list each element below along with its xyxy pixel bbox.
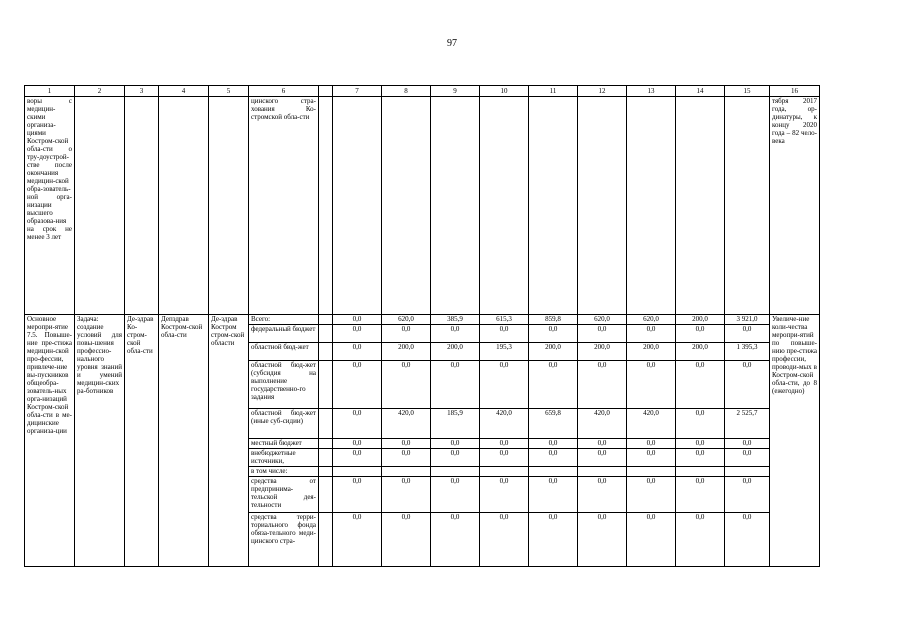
continuation-col2 xyxy=(75,97,125,315)
value-cell: 3 921,0 xyxy=(725,315,770,325)
blank-cell xyxy=(319,467,333,477)
value-cell: 0,0 xyxy=(627,361,676,409)
continuation-col1: воры с медицин-скими организа-циями Костром-ской обла-сти о тру-доустрой-стве после окончания медицин-ской обра-зователь-ной орга-низации высшего образова-ния на срок не менее 3 лет xyxy=(25,97,75,315)
event-col5: Де-здрав Костром стром-ской области xyxy=(209,315,249,567)
column-number-cell: 7 xyxy=(333,86,382,97)
value-cell: 200,0 xyxy=(676,343,725,361)
blank-cell xyxy=(319,325,333,343)
value-cell: 0,0 xyxy=(333,361,382,409)
value-cell: 0,0 xyxy=(627,325,676,343)
funding-source-label: Всего: xyxy=(249,315,319,325)
value-cell: 0,0 xyxy=(627,449,676,467)
event-col3: Де-здрав Ко-стром-ской обла-сти xyxy=(125,315,159,567)
value-cell xyxy=(529,467,578,477)
blank-cell xyxy=(319,477,333,513)
value-cell: 0,0 xyxy=(578,361,627,409)
continuation-col16: тября 2017 года, ор-динатуры, к концу 2020 года – 82 чело-века xyxy=(770,97,820,315)
blank-cell xyxy=(319,439,333,449)
value-cell: 2 525,7 xyxy=(725,409,770,439)
value-cell: 0,0 xyxy=(333,409,382,439)
value-cell: 620,0 xyxy=(578,315,627,325)
continuation-col4 xyxy=(159,97,209,315)
value-cell: 0,0 xyxy=(578,449,627,467)
continuation-cell xyxy=(382,97,431,315)
value-cell: 0,0 xyxy=(676,513,725,567)
blank-cell xyxy=(319,315,333,325)
value-cell: 200,0 xyxy=(627,343,676,361)
value-cell: 620,0 xyxy=(627,315,676,325)
continuation-cell xyxy=(431,97,480,315)
budget-table xyxy=(24,85,820,567)
value-cell: 0,0 xyxy=(333,513,382,567)
continuation-cell xyxy=(529,97,578,315)
value-cell: 420,0 xyxy=(578,409,627,439)
column-number-cell: 12 xyxy=(578,86,627,97)
value-cell: 0,0 xyxy=(480,439,529,449)
value-cell: 0,0 xyxy=(529,513,578,567)
event-col2: Задача: создание условий для повы-шения профессио-нального уровня знаний и умений медицин-ских ра-ботников xyxy=(75,315,125,567)
value-cell: 0,0 xyxy=(431,361,480,409)
value-cell: 0,0 xyxy=(382,513,431,567)
value-cell: 0,0 xyxy=(529,361,578,409)
column-number-cell: 16 xyxy=(770,86,820,97)
column-number-row xyxy=(25,86,820,97)
value-cell: 0,0 xyxy=(333,343,382,361)
value-cell: 0,0 xyxy=(333,477,382,513)
value-cell xyxy=(578,467,627,477)
funding-source-label: областной бюд-жет (субсидия на выполнение государственно-го задания xyxy=(249,361,319,409)
column-number-cell: 2 xyxy=(75,86,125,97)
value-cell xyxy=(676,467,725,477)
value-cell: 420,0 xyxy=(382,409,431,439)
funding-source-label: внебюджетные источники, xyxy=(249,449,319,467)
blank-cell xyxy=(319,361,333,409)
value-cell: 0,0 xyxy=(676,439,725,449)
column-number-cell: 5 xyxy=(209,86,249,97)
value-cell: 0,0 xyxy=(578,325,627,343)
value-cell: 0,0 xyxy=(627,477,676,513)
table-row xyxy=(25,315,820,325)
value-cell: 0,0 xyxy=(725,325,770,343)
value-cell: 0,0 xyxy=(676,409,725,439)
value-cell: 195,3 xyxy=(480,343,529,361)
funding-source-label: областной бюд-жет xyxy=(249,343,319,361)
value-cell: 0,0 xyxy=(480,513,529,567)
value-cell: 0,0 xyxy=(480,325,529,343)
value-cell: 0,0 xyxy=(333,315,382,325)
continuation-col5 xyxy=(209,97,249,315)
funding-source-label: федеральный бюджет xyxy=(249,325,319,343)
value-cell: 859,8 xyxy=(529,315,578,325)
event-col16: Увеличе-ние коли-чества меропри-ятий по повыше-нию пре-стижа профессии, проводи-мых в Костром-ской обла-сти, до 8 (ежегодно) xyxy=(770,315,820,567)
value-cell: 0,0 xyxy=(578,513,627,567)
value-cell: 0,0 xyxy=(431,449,480,467)
value-cell: 659,8 xyxy=(529,409,578,439)
value-cell: 0,0 xyxy=(676,325,725,343)
value-cell: 0,0 xyxy=(382,439,431,449)
funding-source-label: средства терри-ториального фонда обяза-тельного меди-цинского стра- xyxy=(249,513,319,567)
continuation-col6: цинского стра-хования Ко-стромской обла-сти xyxy=(249,97,319,315)
value-cell: 0,0 xyxy=(333,325,382,343)
value-cell: 200,0 xyxy=(529,343,578,361)
value-cell: 0,0 xyxy=(676,449,725,467)
column-number-cell: 1 xyxy=(25,86,75,97)
value-cell: 0,0 xyxy=(627,513,676,567)
continuation-cell xyxy=(333,97,382,315)
value-cell: 200,0 xyxy=(578,343,627,361)
value-cell xyxy=(480,467,529,477)
continuation-cell xyxy=(725,97,770,315)
funding-source-label: местный бюджет xyxy=(249,439,319,449)
continuation-cell xyxy=(578,97,627,315)
value-cell: 0,0 xyxy=(529,439,578,449)
value-cell xyxy=(333,467,382,477)
value-cell xyxy=(382,467,431,477)
continuation-cell xyxy=(627,97,676,315)
value-cell: 0,0 xyxy=(529,325,578,343)
value-cell: 0,0 xyxy=(382,449,431,467)
value-cell: 200,0 xyxy=(431,343,480,361)
blank-cell xyxy=(319,449,333,467)
value-cell: 0,0 xyxy=(431,477,480,513)
value-cell: 0,0 xyxy=(725,449,770,467)
value-cell: 420,0 xyxy=(480,409,529,439)
column-number-cell: 15 xyxy=(725,86,770,97)
value-cell xyxy=(431,467,480,477)
value-cell: 0,0 xyxy=(725,439,770,449)
value-cell: 0,0 xyxy=(480,477,529,513)
value-cell xyxy=(627,467,676,477)
value-cell: 0,0 xyxy=(529,449,578,467)
column-number-cell: 8 xyxy=(382,86,431,97)
value-cell: 200,0 xyxy=(676,315,725,325)
blank-cell xyxy=(319,343,333,361)
column-number-cell: 4 xyxy=(159,86,209,97)
value-cell: 0,0 xyxy=(725,513,770,567)
page-number: 97 xyxy=(447,38,457,49)
value-cell: 0,0 xyxy=(382,325,431,343)
value-cell: 0,0 xyxy=(676,477,725,513)
column-number-cell: 11 xyxy=(529,86,578,97)
value-cell: 0,0 xyxy=(627,439,676,449)
value-cell: 1 395,3 xyxy=(725,343,770,361)
column-number-cell: 6 xyxy=(249,86,319,97)
value-cell: 620,0 xyxy=(382,315,431,325)
column-number-cell: 9 xyxy=(431,86,480,97)
value-cell: 0,0 xyxy=(578,439,627,449)
value-cell: 0,0 xyxy=(333,449,382,467)
continuation-cell xyxy=(480,97,529,315)
column-number-cell: 14 xyxy=(676,86,725,97)
continuation-cell xyxy=(676,97,725,315)
column-number-cell xyxy=(319,86,333,97)
column-number-cell: 3 xyxy=(125,86,159,97)
value-cell: 0,0 xyxy=(431,439,480,449)
value-cell: 385,9 xyxy=(431,315,480,325)
value-cell: 615,3 xyxy=(480,315,529,325)
value-cell: 0,0 xyxy=(578,477,627,513)
value-cell: 0,0 xyxy=(480,449,529,467)
event-col4: Депздрав Костром-ской обла-сти xyxy=(159,315,209,567)
value-cell: 0,0 xyxy=(480,361,529,409)
continuation-col6b xyxy=(319,97,333,315)
value-cell: 0,0 xyxy=(529,477,578,513)
value-cell: 0,0 xyxy=(382,361,431,409)
column-number-cell: 10 xyxy=(480,86,529,97)
blank-cell xyxy=(319,409,333,439)
value-cell: 0,0 xyxy=(431,325,480,343)
value-cell: 0,0 xyxy=(333,439,382,449)
value-cell: 185,9 xyxy=(431,409,480,439)
value-cell xyxy=(725,467,770,477)
continuation-row xyxy=(25,97,820,315)
value-cell: 0,0 xyxy=(431,513,480,567)
value-cell: 200,0 xyxy=(382,343,431,361)
funding-source-label: областной бюд-жет (иные суб-сидии) xyxy=(249,409,319,439)
funding-source-label: в том числе: xyxy=(249,467,319,477)
continuation-col3 xyxy=(125,97,159,315)
value-cell: 0,0 xyxy=(676,361,725,409)
value-cell: 0,0 xyxy=(382,477,431,513)
value-cell: 0,0 xyxy=(725,477,770,513)
blank-cell xyxy=(319,513,333,567)
value-cell: 0,0 xyxy=(725,361,770,409)
column-number-cell: 13 xyxy=(627,86,676,97)
funding-source-label: средства от предпринима-тельской дея-тельности xyxy=(249,477,319,513)
event-col1: Основное меропри-ятие 7.5. Повыше-ние пре-стижа медицин-ской про-фессии, привлече-ние вы-пускников общеобра-зователь-ных орга-низаций Костром-ской обла-сти в ме-дицинские организа-ции xyxy=(25,315,75,567)
value-cell: 420,0 xyxy=(627,409,676,439)
